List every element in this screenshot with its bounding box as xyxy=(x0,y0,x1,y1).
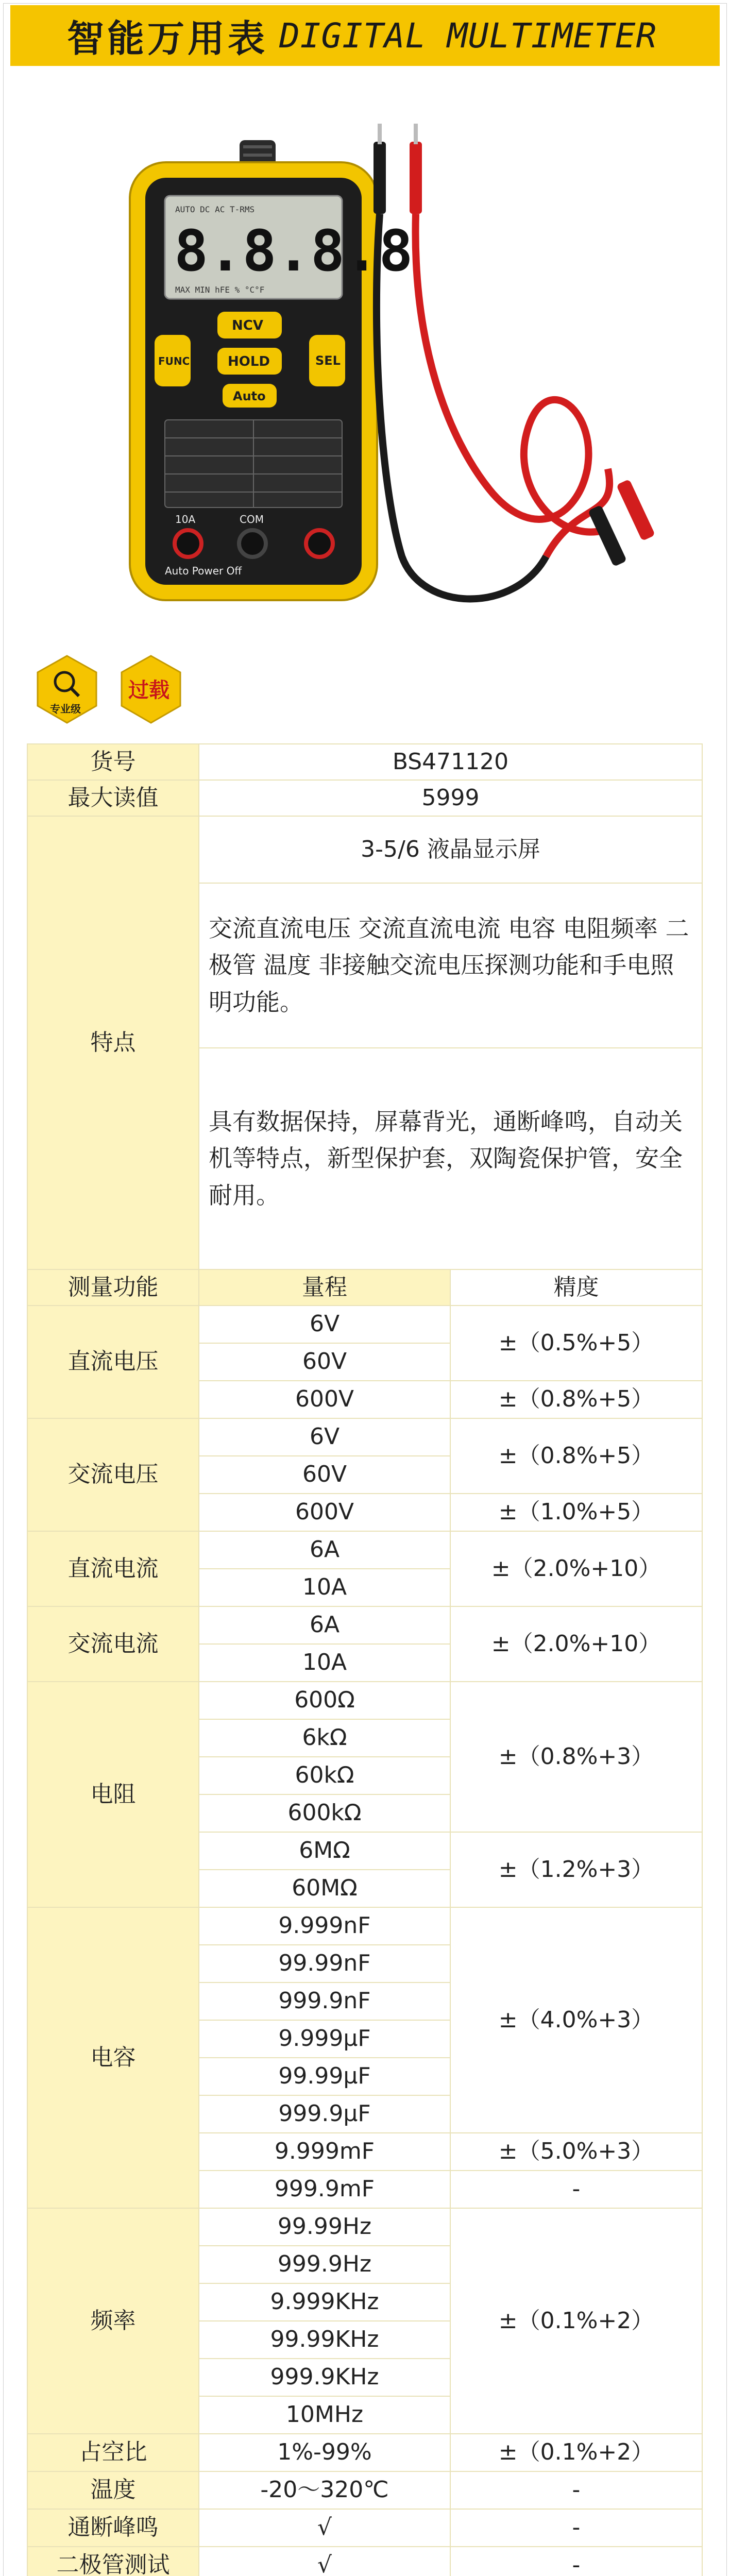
accuracy-cell: - xyxy=(450,2171,702,2208)
range-cell: 9.999nF xyxy=(199,1907,450,1945)
feature-1: 3-5/6 液晶显示屏 xyxy=(199,816,702,883)
range-cell: 6kΩ xyxy=(199,1719,450,1757)
lcd-top-text: AUTO DC AC T-RMS xyxy=(175,205,255,214)
range-cell: 10A xyxy=(199,1644,450,1682)
svg-text:SEL: SEL xyxy=(315,353,341,368)
svg-text:FUNC: FUNC xyxy=(158,355,190,367)
range-cell: 9.999μF xyxy=(199,2020,450,2058)
range-cell: 6V xyxy=(199,1418,450,1456)
table-row xyxy=(27,744,702,780)
title-cn: 智能万用表 xyxy=(67,17,268,60)
row-value: BS471120 xyxy=(199,744,702,780)
range-cell: √ xyxy=(199,2547,450,2576)
accuracy-cell: ±（0.5%+5） xyxy=(450,1306,702,1381)
col-header: 测量功能 xyxy=(27,1269,199,1306)
range-cell: 60V xyxy=(199,1343,450,1381)
probe-red xyxy=(410,142,422,214)
features-label: 特点 xyxy=(27,816,199,1269)
accuracy-cell: - xyxy=(450,2471,702,2509)
badge-row xyxy=(28,652,234,729)
range-cell: 60MΩ xyxy=(199,1870,450,1907)
range-cell: 10MHz xyxy=(199,2396,450,2434)
accuracy-cell: ±（2.0%+10） xyxy=(450,1606,702,1682)
range-cell: 600kΩ xyxy=(199,1794,450,1832)
table-row xyxy=(27,2547,702,2576)
range-cell: 99.99μF xyxy=(199,2058,450,2095)
svg-text:HOLD: HOLD xyxy=(228,354,270,369)
accuracy-cell: ±（0.8%+5） xyxy=(450,1418,702,1494)
feature-3: 具有数据保持，屏幕背光，通断峰鸣，自动关机等特点，新型保护套，双陶瓷保护管，安全耐用。 xyxy=(199,1048,702,1269)
table-header-row xyxy=(27,1269,702,1306)
title-en: DIGITAL MULTIMETER xyxy=(279,15,657,56)
row-label: 货号 xyxy=(27,744,199,780)
range-cell: -20～320℃ xyxy=(199,2471,450,2509)
range-cell: 10A xyxy=(199,1569,450,1606)
col-header: 量程 xyxy=(199,1269,450,1306)
port-10a xyxy=(175,530,201,557)
range-cell: 6V xyxy=(199,1306,450,1343)
func-label: 直流电流 xyxy=(27,1531,199,1606)
row-label: 最大读值 xyxy=(27,780,199,816)
func-label: 频率 xyxy=(27,2208,199,2434)
range-cell: √ xyxy=(199,2509,450,2547)
range-cell: 99.99KHz xyxy=(199,2321,450,2359)
range-cell: 999.9KHz xyxy=(199,2359,450,2396)
func-label: 通断峰鸣 xyxy=(27,2509,199,2547)
range-cell: 60V xyxy=(199,1456,450,1494)
plug-black xyxy=(588,505,627,567)
accuracy-cell: ±（4.0%+3） xyxy=(450,1907,702,2133)
feature-2: 交流直流电压 交流直流电流 电容 电阻频率 二极管 温度 非接触交流电压探测功能和手电照明功能。 xyxy=(199,883,702,1048)
accuracy-cell: ±（0.8%+5） xyxy=(450,1381,702,1418)
func-label: 温度 xyxy=(27,2471,199,2509)
func-label: 直流电压 xyxy=(27,1306,199,1418)
overload-badge-text: 过载 xyxy=(128,679,169,702)
range-cell: 999.9nF xyxy=(199,1982,450,2020)
auto-power-label: Auto Power Off xyxy=(165,565,242,577)
func-label: 占空比 xyxy=(27,2434,199,2471)
table-row xyxy=(27,2434,702,2471)
svg-text:NCV: NCV xyxy=(232,318,263,333)
accuracy-cell: ±（5.0%+3） xyxy=(450,2133,702,2171)
func-label: 电阻 xyxy=(27,1682,199,1907)
port-com xyxy=(239,530,266,557)
range-cell: 60kΩ xyxy=(199,1757,450,1794)
col-header: 精度 xyxy=(450,1269,702,1306)
range-cell: 99.99Hz xyxy=(199,2208,450,2246)
range-cell: 9.999KHz xyxy=(199,2283,450,2321)
accuracy-cell: ±（0.1%+2） xyxy=(450,2434,702,2471)
lcd-digits: 8.8.8.8 xyxy=(174,218,413,284)
spec-table xyxy=(27,743,703,2576)
title-banner xyxy=(10,5,720,66)
probe-black xyxy=(374,142,386,214)
range-cell: 999.9μF xyxy=(199,2095,450,2133)
range-cell: 600V xyxy=(199,1381,450,1418)
table-row xyxy=(27,2471,702,2509)
accuracy-cell: ±（1.0%+5） xyxy=(450,1494,702,1531)
row-value: 5999 xyxy=(199,780,702,816)
range-cell: 1%-99% xyxy=(199,2434,450,2471)
svg-text:10A: 10A xyxy=(175,513,196,526)
pro-badge-text: 专业级 xyxy=(50,703,81,715)
plug-red xyxy=(616,479,655,541)
accuracy-cell: - xyxy=(450,2509,702,2547)
func-label: 二极管测试 xyxy=(27,2547,199,2576)
accuracy-cell: ±（2.0%+10） xyxy=(450,1531,702,1606)
lead-red xyxy=(416,214,603,532)
range-cell: 6A xyxy=(199,1531,450,1569)
svg-text:Auto: Auto xyxy=(233,389,266,403)
range-cell: 999.9Hz xyxy=(199,2246,450,2283)
port-vohm xyxy=(306,530,333,557)
lcd-bottom-text: MAX MIN hFE % °C°F xyxy=(175,285,265,295)
func-label: 电容 xyxy=(27,1907,199,2208)
range-cell: 6A xyxy=(199,1606,450,1644)
func-label: 交流电流 xyxy=(27,1606,199,1682)
accuracy-cell: ±（0.8%+3） xyxy=(450,1682,702,1832)
svg-text:COM: COM xyxy=(240,513,264,526)
range-cell: 999.9mF xyxy=(199,2171,450,2208)
range-cell: 600V xyxy=(199,1494,450,1531)
accuracy-cell: ±（0.1%+2） xyxy=(450,2208,702,2434)
product-image xyxy=(10,77,720,659)
accuracy-cell: ±（1.2%+3） xyxy=(450,1832,702,1907)
range-cell: 99.99nF xyxy=(199,1945,450,1982)
range-cell: 6MΩ xyxy=(199,1832,450,1870)
range-cell: 9.999mF xyxy=(199,2133,450,2171)
table-row xyxy=(27,816,702,883)
table-row xyxy=(27,780,702,816)
accuracy-cell: - xyxy=(450,2547,702,2576)
table-row xyxy=(27,2509,702,2547)
func-label: 交流电压 xyxy=(27,1418,199,1531)
range-cell: 600Ω xyxy=(199,1682,450,1719)
